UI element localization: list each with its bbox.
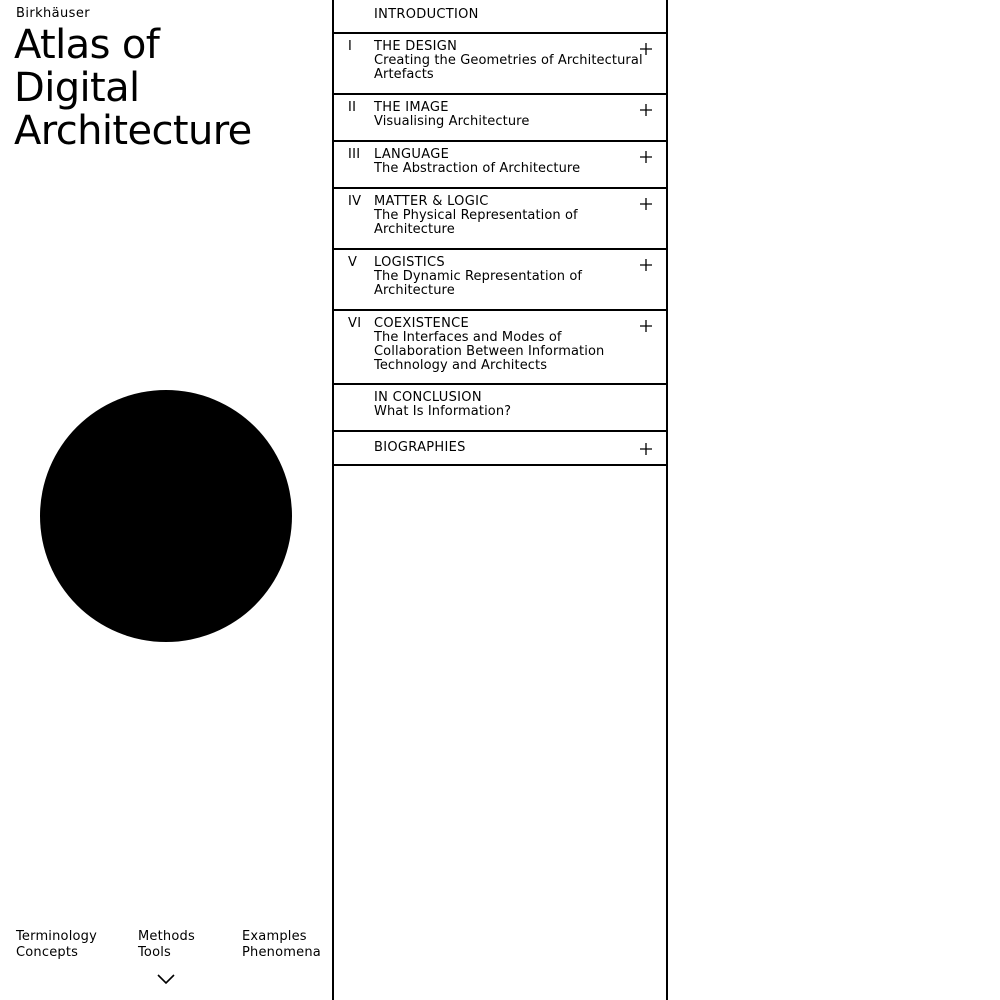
toc-subtitle: The Interfaces and Modes of Collaboration Between Information Technology and Architects xyxy=(374,330,605,373)
plus-icon[interactable] xyxy=(640,198,652,210)
toc-number: II xyxy=(348,100,357,115)
nav-link-terminology[interactable]: Terminology xyxy=(16,929,98,944)
page-title xyxy=(14,24,252,153)
toc-number: III xyxy=(348,147,361,162)
title-line: Digital xyxy=(14,65,140,111)
nav-link-tools[interactable]: Tools xyxy=(138,945,172,960)
toc-number: VI xyxy=(348,316,362,331)
plus-icon[interactable] xyxy=(640,320,652,332)
toc-number: I xyxy=(348,39,353,54)
table-of-contents xyxy=(332,0,668,1000)
toc-item-matter-logic[interactable] xyxy=(334,189,666,250)
toc-heading: MATTER & LOGIC xyxy=(374,194,489,209)
toc-subtitle: Visualising Architecture xyxy=(374,114,530,129)
toc-subtitle: The Physical Representation of Architecture xyxy=(374,208,578,237)
plus-icon[interactable] xyxy=(640,104,652,116)
toc-heading: LOGISTICS xyxy=(374,255,445,270)
chevron-down-icon[interactable] xyxy=(156,972,176,986)
toc-heading: IN CONCLUSION xyxy=(374,390,482,405)
title-line: Architecture xyxy=(14,108,252,154)
plus-icon[interactable] xyxy=(640,151,652,163)
publisher-name[interactable]: Birkhäuser xyxy=(16,6,90,21)
nav-group-methods xyxy=(138,929,195,961)
toc-number: IV xyxy=(348,194,362,209)
toc-heading: COEXISTENCE xyxy=(374,316,469,331)
nav-link-methods[interactable]: Methods xyxy=(138,929,195,944)
toc-item-language[interactable] xyxy=(334,142,666,189)
toc-subtitle: The Dynamic Representation of Architecture xyxy=(374,269,583,298)
toc-subtitle: The Abstraction of Architecture xyxy=(374,161,581,176)
black-circle-graphic xyxy=(40,390,292,642)
toc-item-coexistence[interactable] xyxy=(334,311,666,385)
nav-group-examples xyxy=(242,929,321,961)
toc-heading: BIOGRAPHIES xyxy=(374,440,466,455)
toc-heading: THE IMAGE xyxy=(374,100,449,115)
nav-link-examples[interactable]: Examples xyxy=(242,929,307,944)
toc-subtitle: Creating the Geometries of Architectural Artefacts xyxy=(374,53,643,82)
plus-icon[interactable] xyxy=(640,259,652,271)
title-line: Atlas of xyxy=(14,22,160,68)
toc-heading: THE DESIGN xyxy=(374,39,458,54)
toc-number: V xyxy=(348,255,358,270)
plus-icon[interactable] xyxy=(640,43,652,55)
plus-icon[interactable] xyxy=(640,443,652,455)
toc-item-the-image[interactable] xyxy=(334,95,666,142)
toc-item-the-design[interactable] xyxy=(334,34,666,95)
toc-heading: INTRODUCTION xyxy=(374,7,479,22)
toc-subtitle: What Is Information? xyxy=(374,404,512,419)
nav-group-terminology xyxy=(16,929,97,961)
toc-heading: LANGUAGE xyxy=(374,147,450,162)
toc-item-introduction[interactable] xyxy=(334,0,666,34)
nav-link-phenomena[interactable]: Phenomena xyxy=(242,945,321,960)
nav-link-concepts[interactable]: Concepts xyxy=(16,945,79,960)
left-panel xyxy=(0,0,332,1000)
toc-item-biographies[interactable] xyxy=(334,432,666,466)
toc-item-in-conclusion[interactable] xyxy=(334,385,666,432)
toc-item-logistics[interactable] xyxy=(334,250,666,311)
